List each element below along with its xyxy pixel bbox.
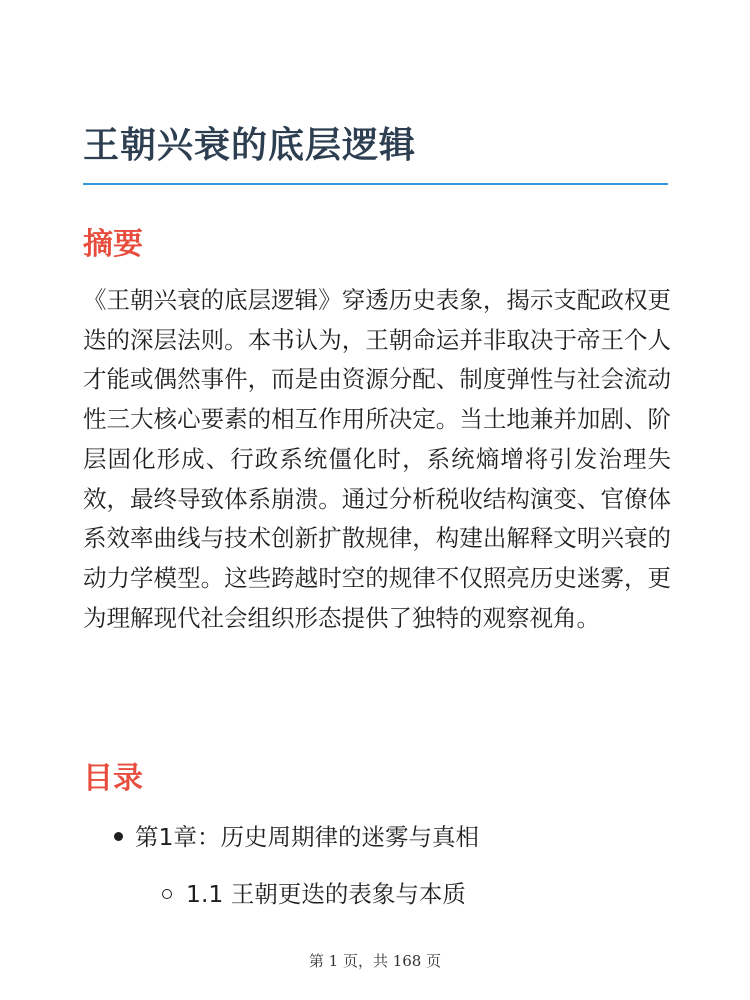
abstract-heading: 摘要 [83,227,143,262]
toc-item-section-1-1[interactable] [162,875,466,909]
hollow-bullet-icon [162,889,172,899]
toc-item-label: 第1章：历史周期律的迷雾与真相 [135,823,479,851]
title-divider [83,183,668,185]
filled-bullet-icon [114,832,123,841]
page-number-footer: 第 1 页，共 168 页 [308,952,442,970]
toc-item-label: 1.1 王朝更迭的表象与本质 [186,880,466,908]
document-title: 王朝兴衰的底层逻辑 [83,125,417,166]
toc-item-chapter-1[interactable] [114,818,479,852]
abstract-paragraph: 《王朝兴衰的底层逻辑》穿透历史表象，揭示支配政权更迭的深层法则。本书认为，王朝命运并非取决于帝王个人才能或偶然事件，而是由资源分配、制度弹性与社会流动性三大核心要素的相互作用所决定。当土地兼并加剧、阶层固化形成、行政系统僵化时，系统熵增将引发治理失效，最终导致体系崩溃。通过分析税收结构演变、官僚体系效率曲线与技术创新扩散规律，构建出解释文明兴衰的动力学模型。这些跨越时空的规律不仅照亮历史迷雾，更为理解现代社会组织形态提供了独特的观察视角。 [83,286,671,632]
toc-heading: 目录 [83,761,143,796]
